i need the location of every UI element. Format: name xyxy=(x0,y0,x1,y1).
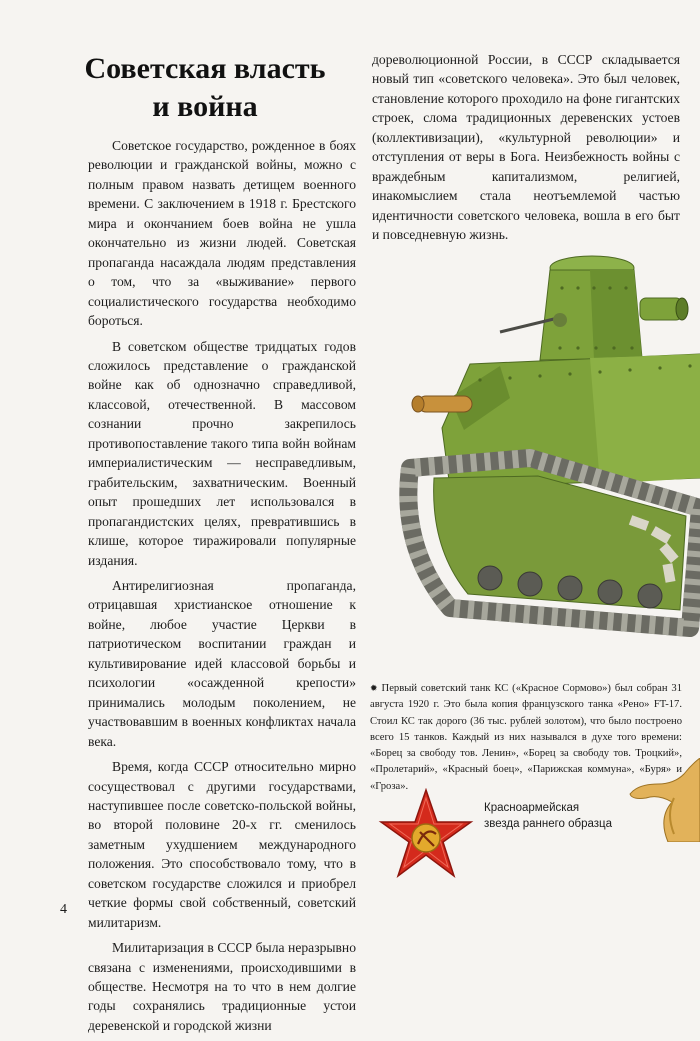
page-title xyxy=(60,50,350,126)
right-column xyxy=(372,50,680,251)
paragraph: Время, когда СССР относительно мирно сосуществовал с другими государствами, наступившее после советско-польской войны, во второй половине 20-х гг. сменилось заметным ухудшением международного положения. Это способствовало тому, что в советском государстве сложился и приобрел четкие формы свой собственный, советский милитаризм. xyxy=(88,759,356,930)
tank-illustration xyxy=(390,248,700,668)
paragraph: дореволюционной России, в СССР складывается новый тип «советского человека». Это был человек, становление которого проходило на фоне гигантских строек, слома традиционных деревенских устоев (коллективизации), «культурной революции» и отступления от веры в Бога. Неизбежность войны с враждебным капитализмом, религией, инакомыслием стала неотъемлемой частью идентичности советского человека, вошла в его быт и повседневную жизнь. xyxy=(372,52,680,243)
star-caption: Красноармейская звезда раннего образца xyxy=(484,802,613,830)
red-army-star-illustration xyxy=(378,788,474,884)
caption-bullet-icon: ✹ xyxy=(370,683,378,693)
title-line-2: и война xyxy=(152,90,258,123)
paragraph: Советское государство, рожденное в боях революции и гражданской войны, можно с полным правом назвать детищем военного времени. С заключением в 1918 г. Брестского мира и окончанием боев война не ушла окончательно из жизни людей. Советская пропаганда насаждала людям представления о том, что за «выживание» первого социалистического государства необходимо бороться. xyxy=(88,138,356,329)
paragraph: В советском обществе тридцатых годов сложилось представление о гражданской войне как об однозначно справедливой, классовой, отечественной. В массовом сознании прочно закрепилось противопоставление такого типа войн войнам империалистическим — несправедливым, грабительским, захватническим. Военный опыт прошедших лет использовался в пропагандистских целях, превратившись в клише, которое тиражировали популярные издания. xyxy=(88,338,356,568)
paragraph: Антирелигиозная пропаганда, отрицавшая христианское отношение к войне, любое участие Церкви в патриотическом воспитании граждан и культивирование идей классовой борьбы и психологии «осажденной крепости» принимались молодым поколением, не участвовавшим в военных конфликтах начала века. xyxy=(88,577,356,749)
tank-turret xyxy=(500,256,688,360)
tank-track xyxy=(408,458,700,628)
gold-artifact-fragment xyxy=(628,758,700,842)
paragraph: Милитаризация в СССР была неразрывно связана с изменениями, происходившими в обществе. Несмотря на то что в нем долгие годы сохранялись традиционные устои деревенской и городской жизни xyxy=(88,940,356,1033)
title-line-1: Советская власть xyxy=(84,52,326,85)
left-column xyxy=(88,136,356,1041)
caption-text: Первый советский танк КС («Красное Сормово») был собран 31 августа 1920 г. Это была копия французского танка «Рено» FT-17. Стоил КС так дорого (36 тыс. рублей золотом), что было построено всего 15 танков. Каждый из них назывался в духе того времени: «Борец за свободу тов. Ленин», «Борец за свободу тов. Троцкий», «Пролетарий», «Красный боец», «Парижская коммуна», «Буря» и «Гроза». xyxy=(370,683,682,792)
page-number: 4 xyxy=(60,902,67,917)
